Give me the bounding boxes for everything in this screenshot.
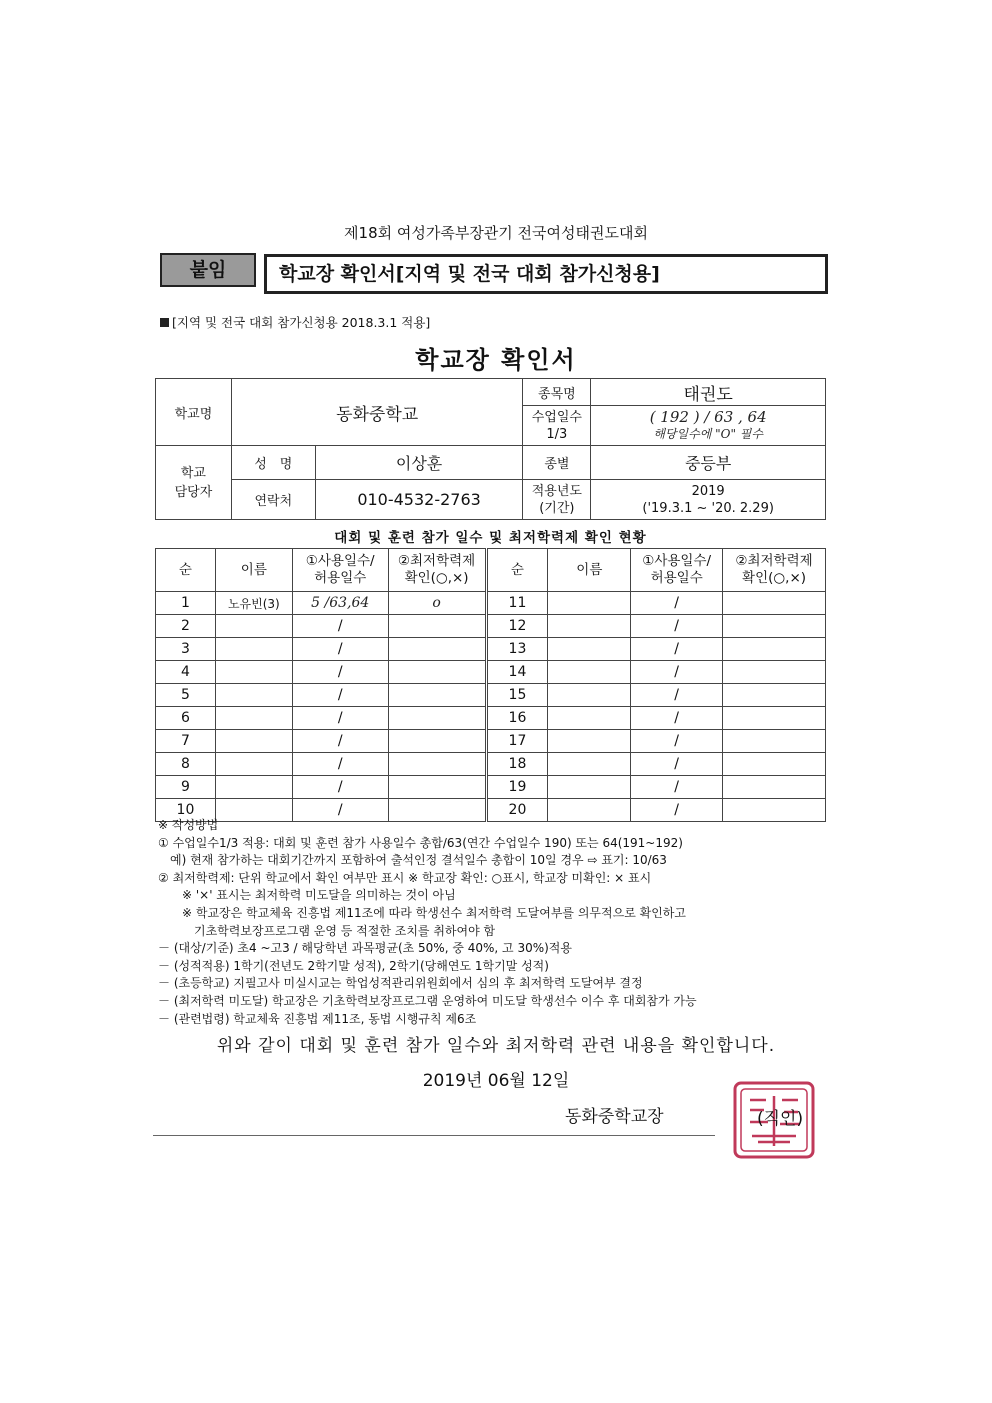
col-check-header-right-line1: ②최저학력제 xyxy=(735,553,813,569)
row-number: 16 xyxy=(486,707,548,730)
min-academic-check xyxy=(723,707,826,730)
used-allowed-days: / xyxy=(631,661,723,684)
min-academic-check xyxy=(723,638,826,661)
applicability-note-text: [지역 및 전국 대회 참가신청용 2018.3.1 적용] xyxy=(172,315,431,330)
used-allowed-days: / xyxy=(631,799,723,822)
instruction-line: ① 수업일수1/3 적용: 대회 및 훈련 참가 사용일수 총합/63(연간 수업일수 190) 또는 64(191~192) xyxy=(158,835,683,850)
student-name xyxy=(215,615,292,638)
sport-value: 태권도 xyxy=(591,379,826,406)
table-row xyxy=(156,615,826,638)
student-name xyxy=(548,730,631,753)
table-row xyxy=(156,592,826,615)
col-days-header xyxy=(292,549,388,592)
student-name xyxy=(215,684,292,707)
instruction-line: － (초등학교) 지필고사 미실시교는 학업성적관리위원회에서 심의 후 최저학력 도달여부 결정 xyxy=(158,976,643,991)
min-academic-check: o xyxy=(388,592,486,615)
min-academic-check xyxy=(388,638,486,661)
used-allowed-days: / xyxy=(292,707,388,730)
row-number: 1 xyxy=(156,592,216,615)
used-allowed-days: / xyxy=(292,753,388,776)
min-academic-check xyxy=(723,776,826,799)
period-label-line1: 적용년도 xyxy=(531,483,582,499)
instruction-line: － (성적적용) 1학기(전년도 2학기말 성적), 2학기(당해연도 1학기말 성적) xyxy=(158,958,549,973)
row-number: 4 xyxy=(156,661,216,684)
class-days-ratio: 1/3 xyxy=(546,426,568,442)
table-row xyxy=(156,776,826,799)
col-check-header-right xyxy=(723,549,826,592)
used-allowed-days: / xyxy=(292,684,388,707)
student-name xyxy=(215,730,292,753)
row-number: 6 xyxy=(156,707,216,730)
student-name: 노유빈(3) xyxy=(215,592,292,615)
attachment-tag: 붙임 xyxy=(160,253,256,287)
contact-value: 010-4532-2763 xyxy=(315,480,523,520)
min-academic-check xyxy=(723,615,826,638)
min-academic-check xyxy=(723,684,826,707)
instruction-line: ※ '×' 표시는 최저학력 미도달을 의미하는 것이 아님 xyxy=(158,888,456,903)
used-allowed-days: 5 /63,64 xyxy=(292,592,388,615)
row-number: 8 xyxy=(156,753,216,776)
class-days-value: ( 192 ) / 63 , 64 xyxy=(649,407,767,426)
table-row xyxy=(156,707,826,730)
student-name xyxy=(215,638,292,661)
instruction-line: ※ 작성방법 xyxy=(158,818,219,832)
student-name xyxy=(215,776,292,799)
student-name xyxy=(548,684,631,707)
min-academic-check xyxy=(388,684,486,707)
min-academic-check xyxy=(723,661,826,684)
row-number: 7 xyxy=(156,730,216,753)
instruction-line: － (대상/기준) 초4 ~고3 / 해당학년 과목평균(초 50%, 중 40%, 고 30%)적용 xyxy=(158,941,572,956)
used-allowed-days: / xyxy=(631,707,723,730)
row-number: 12 xyxy=(486,615,548,638)
seal-label: (직인) xyxy=(757,1109,804,1129)
used-allowed-days: / xyxy=(631,638,723,661)
student-name xyxy=(548,661,631,684)
col-days-header-line2: 허용일수 xyxy=(314,570,367,586)
col-name-header-right: 이름 xyxy=(548,549,631,592)
instruction-line: ※ 학교장은 학교체육 진흥법 제11조에 따라 학생선수 최저학력 도달여부를 의무적으로 확인하고 xyxy=(158,905,686,920)
period-label xyxy=(523,480,591,520)
event-title: 제18회 여성가족부장관기 전국여성태권도대회 xyxy=(344,224,648,242)
division-label: 종별 xyxy=(523,446,591,480)
row-number: 11 xyxy=(486,592,548,615)
col-name-header: 이름 xyxy=(215,549,292,592)
period-range: ('19.3.1 ~ '20. 2.29) xyxy=(642,500,774,516)
signer-name: 동화중학교장 xyxy=(565,1107,664,1127)
student-name xyxy=(215,661,292,684)
min-academic-check xyxy=(388,615,486,638)
table-row xyxy=(156,661,826,684)
col-days-header-line1: ①사용일수/ xyxy=(305,553,375,569)
form-title: 학교장 확인서[지역 및 전국 대회 참가신청용] xyxy=(264,254,828,294)
table-row xyxy=(156,684,826,707)
class-days-label-text: 수업일수 xyxy=(531,409,582,425)
min-academic-check xyxy=(723,592,826,615)
used-allowed-days: / xyxy=(631,776,723,799)
used-allowed-days: / xyxy=(631,592,723,615)
col-no-header: 순 xyxy=(156,549,216,592)
col-days-header-right-line2: 허용일수 xyxy=(650,570,703,586)
row-number: 2 xyxy=(156,615,216,638)
division-value: 중등부 xyxy=(591,446,826,480)
col-check-header-line2: 확인(○,×) xyxy=(404,570,469,586)
row-number: 10 xyxy=(156,799,216,822)
instructions xyxy=(158,817,838,1028)
confirmation-statement: 위와 같이 대회 및 훈련 참가 일수와 최저학력 관련 내용을 확인합니다. xyxy=(216,1036,776,1056)
name-label: 성 명 xyxy=(231,446,315,480)
used-allowed-days: / xyxy=(292,776,388,799)
row-number: 9 xyxy=(156,776,216,799)
table-row xyxy=(156,753,826,776)
table-row xyxy=(156,638,826,661)
instruction-line: 예) 현재 참가하는 대회기간까지 포함하여 출석인정 결석일수 총합이 10일 경우 ⇨ 표기: 10/63 xyxy=(158,853,667,868)
contact-label: 연락처 xyxy=(231,480,315,520)
used-allowed-days: / xyxy=(292,730,388,753)
row-number: 3 xyxy=(156,638,216,661)
min-academic-check xyxy=(723,730,826,753)
used-allowed-days: / xyxy=(292,661,388,684)
class-days-label xyxy=(523,406,591,446)
class-days-cell xyxy=(591,406,826,446)
min-academic-check xyxy=(388,753,486,776)
used-allowed-days: / xyxy=(292,638,388,661)
period-label-line2: (기간) xyxy=(539,500,575,516)
col-days-header-right xyxy=(631,549,723,592)
used-allowed-days: / xyxy=(631,730,723,753)
used-allowed-days: / xyxy=(292,799,388,822)
school-info-table xyxy=(155,378,826,520)
min-academic-check xyxy=(388,730,486,753)
period-cell xyxy=(591,480,826,520)
student-name xyxy=(548,638,631,661)
manager-label-line1: 학교 xyxy=(180,465,206,481)
row-number: 18 xyxy=(486,753,548,776)
school-name: 동화중학교 xyxy=(231,379,523,446)
row-number: 13 xyxy=(486,638,548,661)
instruction-line: 기초학력보장프로그램 운영 등 적절한 조치를 취하여야 함 xyxy=(158,923,496,938)
col-check-header xyxy=(388,549,486,592)
student-name xyxy=(215,707,292,730)
row-number: 19 xyxy=(486,776,548,799)
row-number: 17 xyxy=(486,730,548,753)
student-name xyxy=(548,592,631,615)
min-academic-check xyxy=(388,776,486,799)
issue-date: 2019년 06월 12일 xyxy=(422,1071,570,1091)
square-bullet-icon xyxy=(160,318,169,327)
row-number: 15 xyxy=(486,684,548,707)
table-row xyxy=(156,730,826,753)
row-number: 14 xyxy=(486,661,548,684)
signature-divider xyxy=(153,1135,715,1136)
instruction-line: － (관련법령) 학교체육 진흥법 제11조, 동법 시행규칙 제6조 xyxy=(158,1011,477,1026)
row-number: 5 xyxy=(156,684,216,707)
used-allowed-days: / xyxy=(292,615,388,638)
manager-label-line2: 담당자 xyxy=(174,484,213,500)
col-days-header-right-line1: ①사용일수/ xyxy=(642,553,712,569)
page-title: 학교장 확인서 xyxy=(415,346,577,374)
used-allowed-days: / xyxy=(631,684,723,707)
student-name xyxy=(548,776,631,799)
manager-name: 이상훈 xyxy=(315,446,523,480)
col-check-header-line1: ②최저학력제 xyxy=(397,553,476,569)
instruction-line: － (최저학력 미도달) 학교장은 기초학력보장프로그램 운영하여 미도달 학생선수 이수 후 대회참가 가능 xyxy=(158,993,697,1008)
min-academic-check xyxy=(388,661,486,684)
instruction-line: ② 최저학력제: 단위 학교에서 확인 여부만 표시 ※ 학교장 확인: ○표시, 학교장 미확인: × 표시 xyxy=(158,870,652,885)
col-no-header-right: 순 xyxy=(486,549,548,592)
class-days-note: 해당일수에 "O" 필수 xyxy=(653,426,763,441)
attendance-table xyxy=(155,548,826,822)
used-allowed-days: / xyxy=(631,753,723,776)
period-year: 2019 xyxy=(691,483,725,499)
student-name xyxy=(548,707,631,730)
used-allowed-days: / xyxy=(631,615,723,638)
row-number: 20 xyxy=(486,799,548,822)
min-academic-check xyxy=(388,707,486,730)
attendance-rows xyxy=(156,592,826,822)
applicability-note xyxy=(160,313,430,331)
attendance-heading: 대회 및 훈련 참가 일수 및 최저학력제 확인 현황 xyxy=(334,530,647,546)
student-name xyxy=(548,753,631,776)
min-academic-check xyxy=(723,753,826,776)
col-check-header-right-line2: 확인(○,×) xyxy=(742,570,807,586)
student-name xyxy=(548,615,631,638)
student-name xyxy=(215,753,292,776)
sport-label: 종목명 xyxy=(523,379,591,406)
school-label: 학교명 xyxy=(156,379,232,446)
manager-label xyxy=(156,446,232,520)
